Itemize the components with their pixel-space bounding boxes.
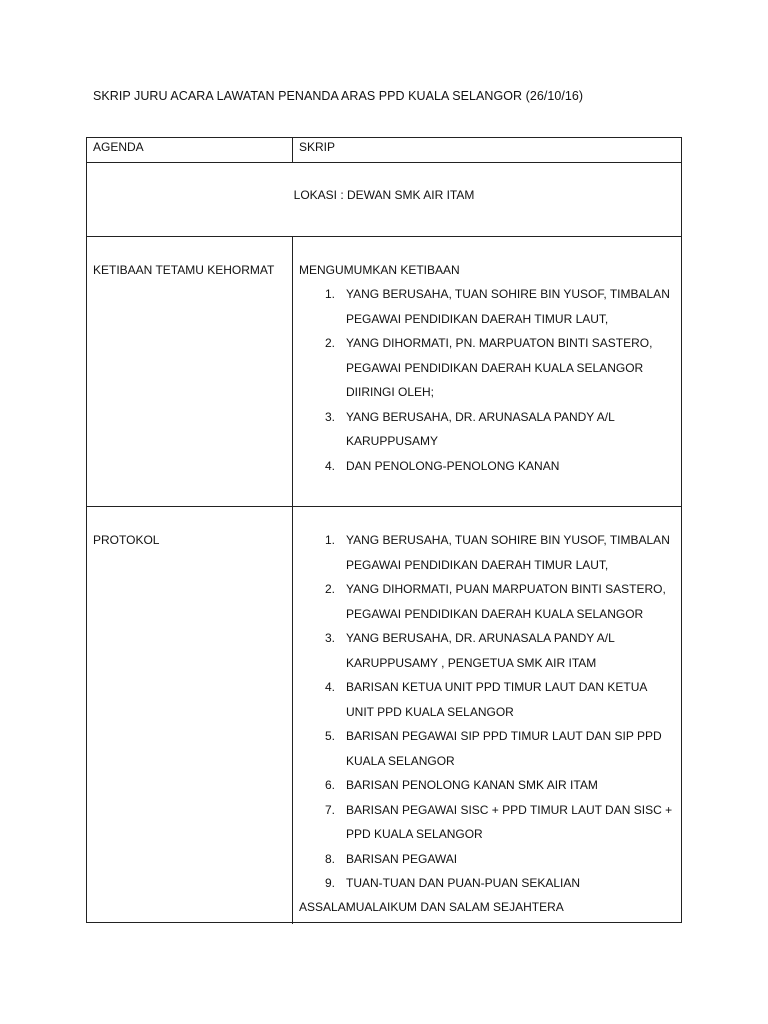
list-item-number: 5. — [324, 729, 335, 743]
list-item-text: KARUPPUSAMY , PENGETUA SMK AIR ITAM — [346, 655, 597, 670]
closing-greeting: ASSALAMUALAIKUM DAN SALAM SEJAHTERA — [299, 900, 564, 914]
list-item-number: 3. — [324, 409, 335, 424]
list-item-text: DIIRINGI OLEH; — [346, 385, 435, 399]
list-item-number: 6. — [324, 778, 335, 792]
location-row-divider — [87, 236, 681, 237]
list-item-number: 4. — [324, 458, 335, 473]
location-label: LOKASI : DEWAN SMK AIR ITAM — [293, 188, 475, 202]
list-item-text: BARISAN KETUA UNIT PPD TIMUR LAUT DAN KETUA — [346, 680, 648, 694]
header-row-divider — [87, 162, 681, 163]
arrival-intro: MENGUMUMKAN KETIBAAN — [299, 263, 460, 277]
list-item-number: 1. — [324, 287, 335, 301]
header-agenda: AGENDA — [93, 140, 144, 154]
list-item-text: YANG BERUSAHA, TUAN SOHIRE BIN YUSOF, TIMBALAN — [346, 287, 670, 301]
list-item-text: PPD KUALA SELANGOR — [346, 827, 483, 841]
list-item-text: YANG BERUSAHA, DR. ARUNASALA PANDY A/L — [346, 409, 615, 424]
list-item-text: TUAN-TUAN DAN PUAN-PUAN SEKALIAN — [346, 876, 581, 890]
list-item-text: PEGAWAI PENDIDIKAN DAERAH KUALA SELANGOR — [346, 606, 644, 621]
list-item-text: YANG BERUSAHA, TUAN SOHIRE BIN YUSOF, TIMBALAN — [346, 533, 670, 547]
protocol-agenda: PROTOKOL — [93, 533, 160, 547]
list-item-number: 1. — [324, 533, 335, 547]
list-item-text: BARISAN PEGAWAI SISC + PPD TIMUR LAUT DAN SISC + — [346, 802, 673, 817]
body-column-divider — [292, 236, 293, 924]
list-item-text: YANG DIHORMATI, PN. MARPUATON BINTI SASTERO, — [346, 336, 653, 350]
list-item-text: PEGAWAI PENDIDIKAN DAERAH TIMUR LAUT, — [346, 311, 609, 326]
arrival-row-divider — [87, 506, 681, 507]
arrival-agenda: KETIBAAN TETAMU KEHORMAT — [93, 263, 275, 277]
list-item-text: UNIT PPD KUALA SELANGOR — [346, 704, 514, 719]
agenda-script-table — [86, 137, 682, 923]
list-item-number: 4. — [324, 680, 335, 694]
list-item-text: KARUPPUSAMY — [346, 434, 439, 448]
list-item-text: KUALA SELANGOR — [346, 753, 455, 768]
list-item-text: BARISAN PEGAWAI — [346, 851, 458, 866]
header-column-divider — [292, 138, 293, 162]
header-script: SKRIP — [299, 140, 336, 154]
list-item-text: PEGAWAI PENDIDIKAN DAERAH TIMUR LAUT, — [346, 557, 609, 572]
list-item-text: YANG DIHORMATI, PUAN MARPUATON BINTI SASTERO, — [346, 582, 666, 596]
list-item-text: BARISAN PENOLONG KANAN SMK AIR ITAM — [346, 778, 598, 792]
list-item-number: 8. — [324, 851, 335, 866]
list-item-text: YANG BERUSAHA, DR. ARUNASALA PANDY A/L — [346, 631, 615, 645]
list-item-number: 3. — [324, 631, 335, 645]
list-item-text: DAN PENOLONG-PENOLONG KANAN — [346, 458, 560, 473]
list-item-number: 2. — [324, 582, 335, 596]
list-item-text: BARISAN PEGAWAI SIP PPD TIMUR LAUT DAN SIP PPD — [346, 729, 662, 743]
list-item-number: 2. — [324, 336, 335, 350]
list-item-text: PEGAWAI PENDIDIKAN DAERAH KUALA SELANGOR — [346, 360, 644, 375]
list-item-number: 9. — [324, 876, 335, 890]
document-title: SKRIP JURU ACARA LAWATAN PENANDA ARAS PPD KUALA SELANGOR (26/10/16) — [93, 89, 584, 103]
list-item-number: 7. — [324, 802, 335, 817]
